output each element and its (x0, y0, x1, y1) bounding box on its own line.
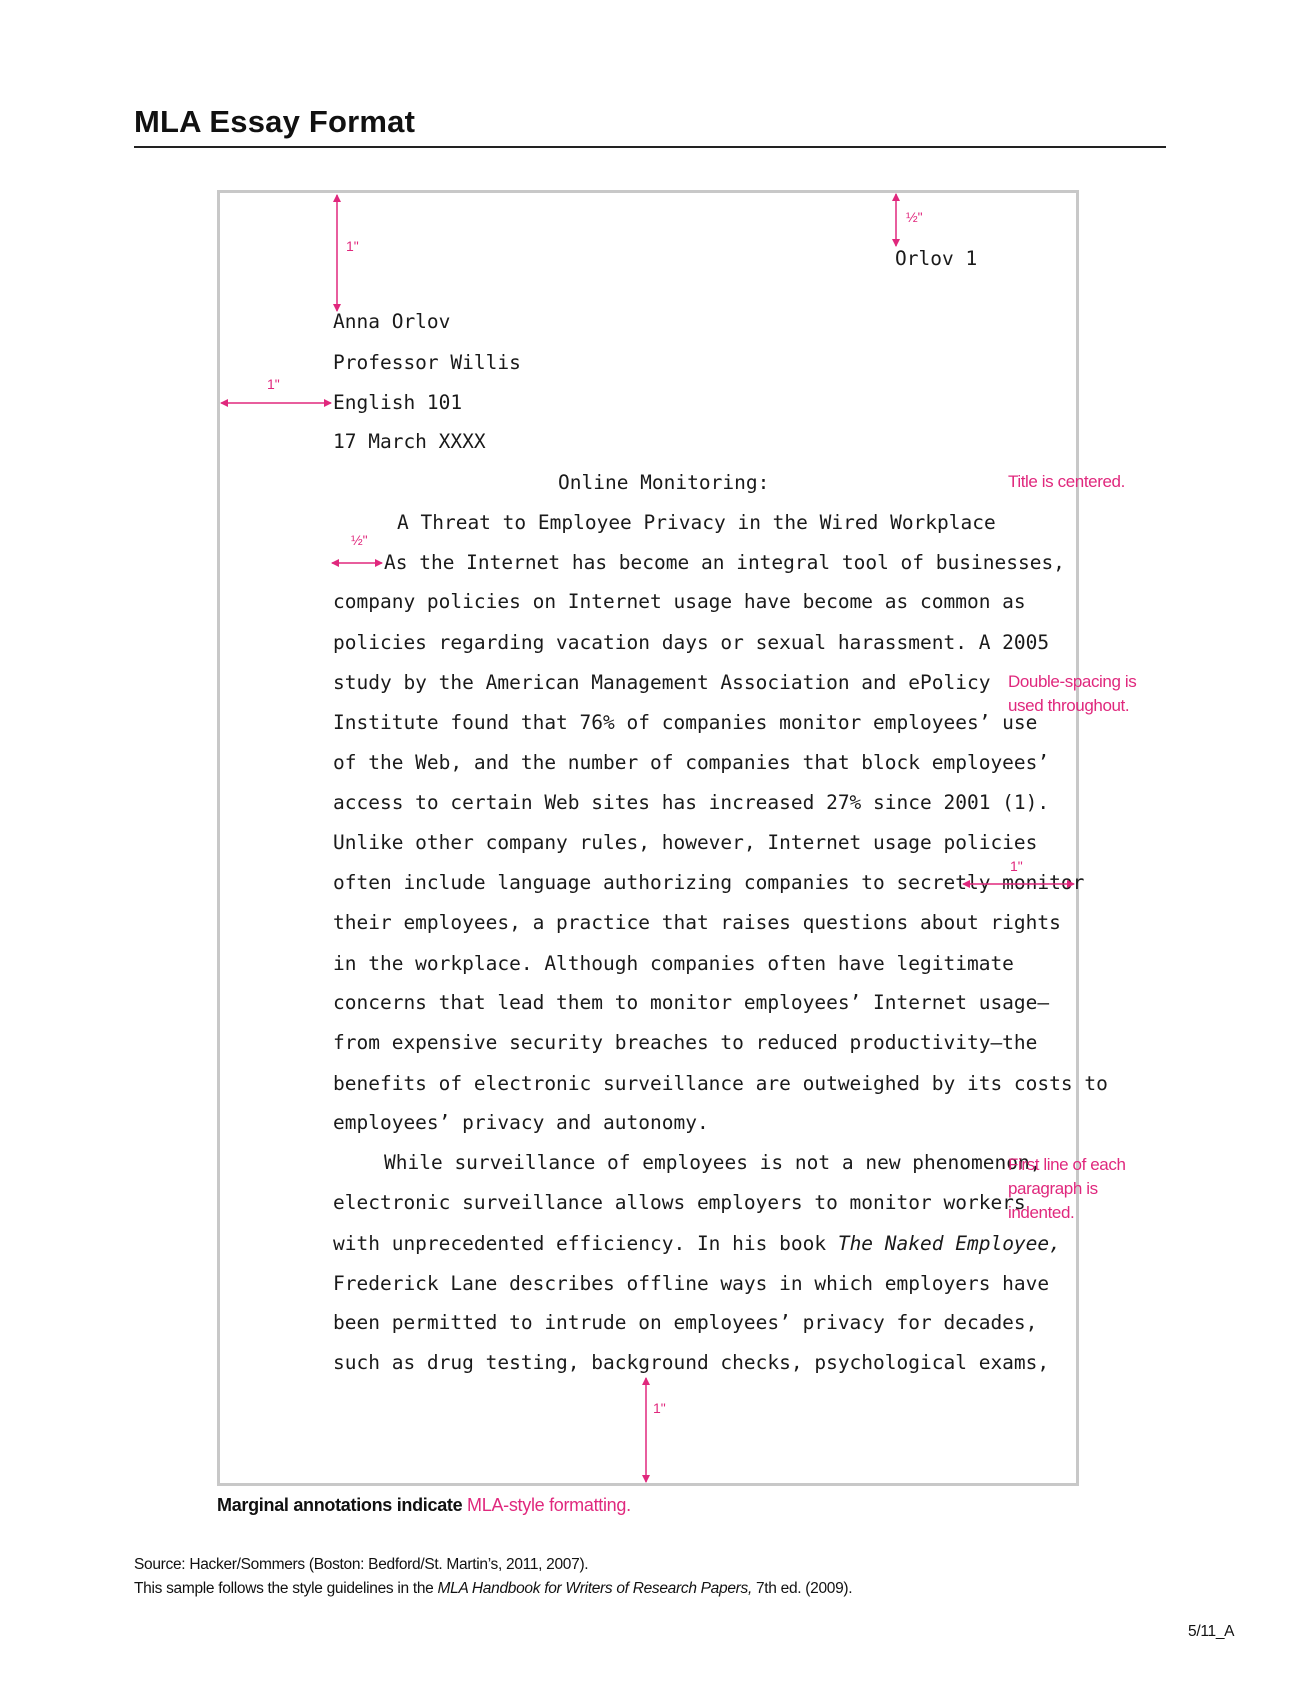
annotation-title-centered: Title is centered. (1008, 472, 1125, 491)
body-line: electronic surveillance allows employers to monitor workers (333, 1191, 1026, 1214)
body-line: in the workplace. Although companies often have legitimate (333, 952, 1014, 975)
body-line: While surveillance of employees is not a new phenomenon, (384, 1151, 1042, 1174)
body-line: As the Internet has become an integral tool of businesses, (384, 551, 1065, 574)
body-line: employees’ privacy and autonomy. (333, 1111, 709, 1134)
paper-title-line-1: Online Monitoring: (558, 471, 770, 494)
paper-date: 17 March XXXX (333, 430, 486, 453)
annotation-line: First line of each (1008, 1155, 1126, 1174)
annotation-line: paragraph is (1008, 1179, 1098, 1198)
caption-highlight: MLA-style formatting. (467, 1495, 631, 1515)
body-line: Unlike other company rules, however, Internet usage policies (333, 831, 1038, 854)
body-line: Institute found that 76% of companies monitor employees’ use (333, 711, 1038, 734)
body-line: access to certain Web sites has increased 27% since 2001 (1). (333, 791, 1050, 814)
course-name: English 101 (333, 391, 463, 414)
body-line: such as drug testing, background checks, psychological exams, (333, 1351, 1050, 1374)
indent-label: ½" (351, 532, 368, 548)
caption (217, 1495, 631, 1516)
source-line: Source: Hacker/Sommers (Boston: Bedford/St. Martin’s, 2011, 2007). (134, 1556, 589, 1573)
body-line: been permitted to intrude on employees’ privacy for decades, (333, 1311, 1038, 1334)
body-line: from expensive security breaches to reduced productivity—the (333, 1031, 1038, 1054)
book-title: The Naked Employee, (837, 1232, 1061, 1255)
top-margin-label: 1" (346, 238, 359, 254)
annotation-double-spacing (1008, 670, 1136, 718)
running-header: Orlov 1 (895, 247, 978, 270)
header-margin-label: ½" (906, 209, 923, 225)
body-line: benefits of electronic surveillance are outweighed by its costs to (333, 1072, 1108, 1095)
handbook-title: MLA Handbook for Writers of Research Papers, (437, 1580, 752, 1597)
body-line: of the Web, and the number of companies that block employees’ (333, 751, 1050, 774)
page-heading: MLA Essay Format (134, 104, 416, 139)
annotation-line: Double-spacing is (1008, 672, 1137, 691)
body-line-text: with unprecedented efficiency. In his book (333, 1232, 838, 1255)
instructor-name: Professor Willis (333, 351, 521, 374)
annotation-line: indented. (1008, 1203, 1075, 1222)
document-code: 5/11_A (1188, 1623, 1235, 1640)
style-note-edition: 7th ed. (2009). (751, 1580, 853, 1597)
bottom-margin-label: 1" (653, 1400, 666, 1416)
body-line: Frederick Lane describes offline ways in which employers have (333, 1272, 1050, 1295)
caption-text: Marginal annotations indicate (217, 1495, 468, 1515)
paper-title-line-2: A Threat to Employee Privacy in the Wired Workplace (397, 511, 996, 534)
body-line: company policies on Internet usage have become as common as (333, 590, 1026, 613)
left-margin-label: 1" (267, 376, 280, 392)
annotation-line: used throughout. (1008, 696, 1130, 715)
author-name: Anna Orlov (333, 310, 451, 333)
right-margin-label: 1" (1010, 858, 1023, 874)
body-line: study by the American Management Association and ePolicy (333, 671, 991, 694)
body-line: concerns that lead them to monitor employees’ Internet usage— (333, 991, 1050, 1014)
annotation-indent (1008, 1153, 1126, 1225)
body-line: their employees, a practice that raises questions about rights (333, 911, 1061, 934)
body-line: often include language authorizing companies to secretly monitor (333, 871, 1085, 894)
style-note (134, 1580, 852, 1598)
style-note-text: This sample follows the style guidelines in the (134, 1580, 438, 1597)
body-line: policies regarding vacation days or sexual harassment. A 2005 (333, 631, 1050, 654)
